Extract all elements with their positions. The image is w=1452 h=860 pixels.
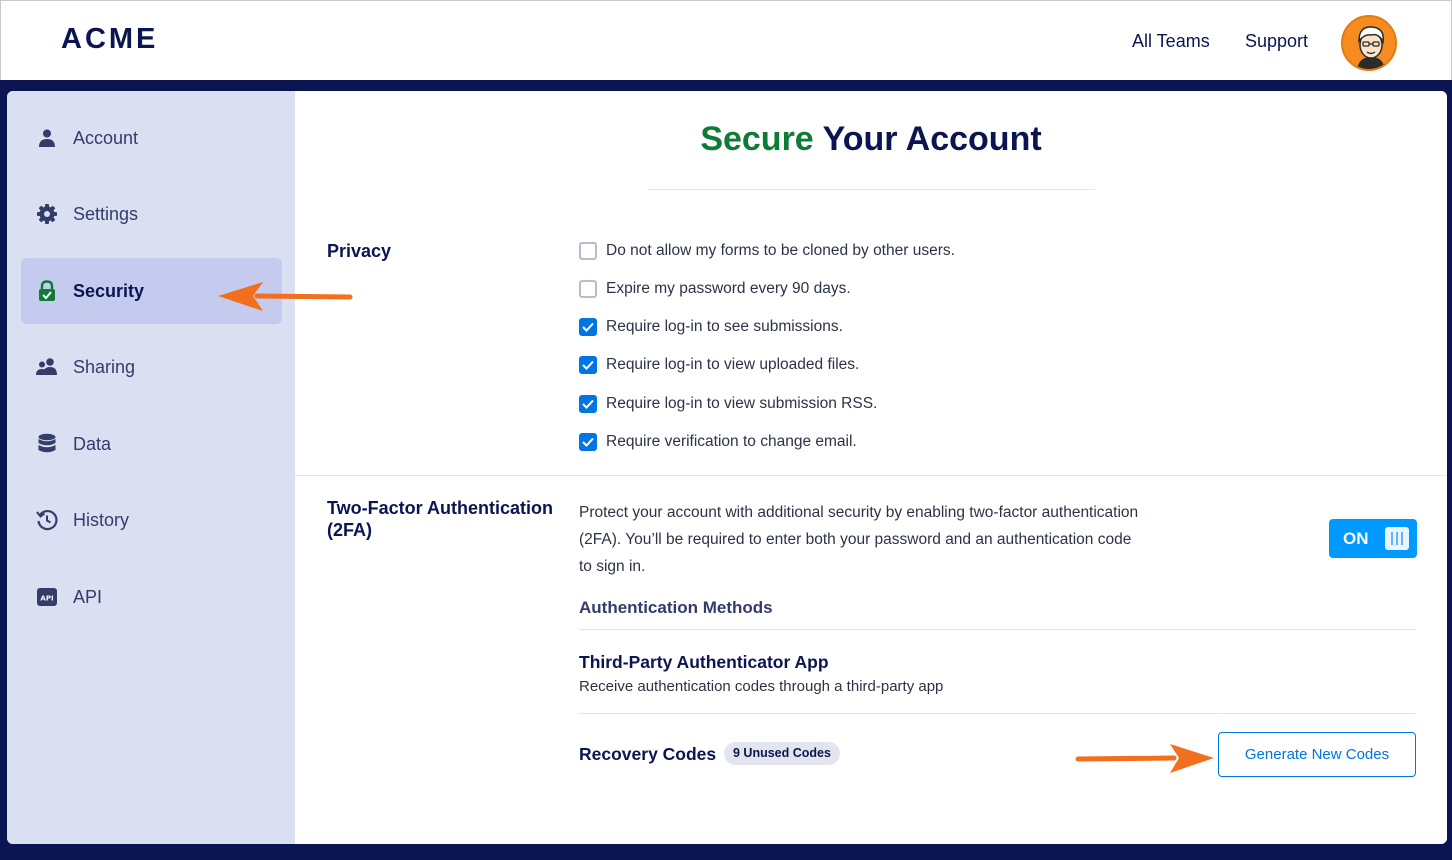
main-panel — [295, 91, 1447, 844]
page-title-rest: Your Account — [822, 120, 1042, 158]
history-icon — [36, 509, 58, 531]
sidebar — [7, 91, 295, 844]
sidebar-item-label: Account — [73, 127, 139, 148]
sidebar-item-settings[interactable] — [21, 181, 282, 247]
acme-logo[interactable]: ACME — [61, 23, 159, 55]
sidebar-item-api[interactable] — [21, 564, 282, 630]
privacy-option-login-rss[interactable] — [579, 395, 877, 413]
svg-text:API: API — [40, 594, 54, 603]
page-title — [295, 120, 1447, 159]
checkbox-label: Require log-in to see submissions. — [606, 318, 843, 335]
unused-codes-badge: 9 Unused Codes — [724, 742, 840, 765]
checkbox-label: Expire my password every 90 days. — [606, 280, 851, 297]
privacy-option-login-submissions[interactable] — [579, 318, 843, 336]
user-avatar-icon[interactable] — [1341, 15, 1397, 71]
privacy-option-verify-email[interactable] — [579, 433, 857, 451]
toggle-label: ON — [1343, 529, 1369, 548]
privacy-option-no-clone[interactable] — [579, 242, 955, 260]
people-icon — [36, 356, 58, 378]
nav-all-teams-link[interactable]: All Teams — [1132, 31, 1210, 51]
authenticator-app-title: Third-Party Authenticator App — [579, 652, 829, 672]
privacy-option-expire-password[interactable] — [579, 280, 851, 298]
nav-support-link[interactable]: Support — [1245, 31, 1309, 51]
check-icon — [582, 360, 594, 370]
checkbox[interactable] — [579, 242, 597, 260]
sidebar-item-account[interactable] — [21, 105, 282, 171]
lock-icon — [36, 280, 58, 302]
sidebar-item-label: Sharing — [73, 356, 136, 377]
generate-new-codes-button[interactable]: Generate New Codes — [1218, 732, 1416, 777]
checkbox-label: Require verification to change email. — [606, 433, 857, 450]
sidebar-item-history[interactable] — [21, 487, 282, 553]
checkbox-label: Require log-in to view uploaded files. — [606, 356, 860, 373]
checkbox[interactable] — [579, 280, 597, 298]
person-icon — [36, 127, 58, 149]
api-icon — [36, 586, 58, 608]
methods-divider — [579, 629, 1416, 630]
sidebar-item-label: API — [73, 586, 103, 607]
checkbox-checked[interactable] — [579, 356, 597, 374]
checkbox-label: Require log-in to view submission RSS. — [606, 395, 878, 412]
sidebar-item-label: Settings — [73, 203, 139, 224]
page-title-highlight: Secure — [700, 120, 814, 158]
privacy-option-login-uploads[interactable] — [579, 356, 859, 374]
title-divider — [648, 189, 1095, 190]
database-icon — [36, 433, 58, 455]
top-bar — [0, 0, 1452, 80]
content-frame — [7, 91, 1447, 844]
two-factor-section-label: Two-Factor Authentication (2FA) — [327, 498, 553, 540]
check-icon — [582, 437, 594, 447]
check-icon — [582, 322, 594, 332]
recovery-codes-title: Recovery Codes — [579, 744, 717, 764]
privacy-section-label: Privacy — [327, 241, 392, 261]
sidebar-item-label: Data — [73, 433, 112, 454]
checkbox-label: Do not allow my forms to be cloned by other users. — [606, 242, 955, 259]
authenticator-app-description: Receive authentication codes through a third-party app — [579, 678, 944, 695]
two-factor-toggle[interactable] — [1329, 519, 1417, 558]
checkbox-checked[interactable] — [579, 395, 597, 413]
two-factor-description: Protect your account with additional security by enabling two-factor authentication (2FA). You’ll be required to enter both your password and an authentication code to sign in. — [579, 504, 1139, 575]
check-icon — [582, 399, 594, 409]
sidebar-item-sharing[interactable] — [21, 334, 282, 400]
toggle-knob — [1385, 527, 1409, 550]
sidebar-item-label: History — [73, 509, 130, 530]
checkbox-checked[interactable] — [579, 433, 597, 451]
annotation-arrow-right — [1074, 740, 1219, 778]
methods-divider — [579, 713, 1416, 714]
annotation-arrow-left — [215, 276, 355, 316]
checkbox-checked[interactable] — [579, 318, 597, 336]
auth-methods-heading: Authentication Methods — [579, 598, 773, 617]
gear-icon — [36, 203, 58, 225]
sidebar-item-data[interactable] — [21, 411, 282, 477]
sidebar-item-label: Security — [73, 280, 145, 301]
section-divider — [295, 475, 1447, 476]
